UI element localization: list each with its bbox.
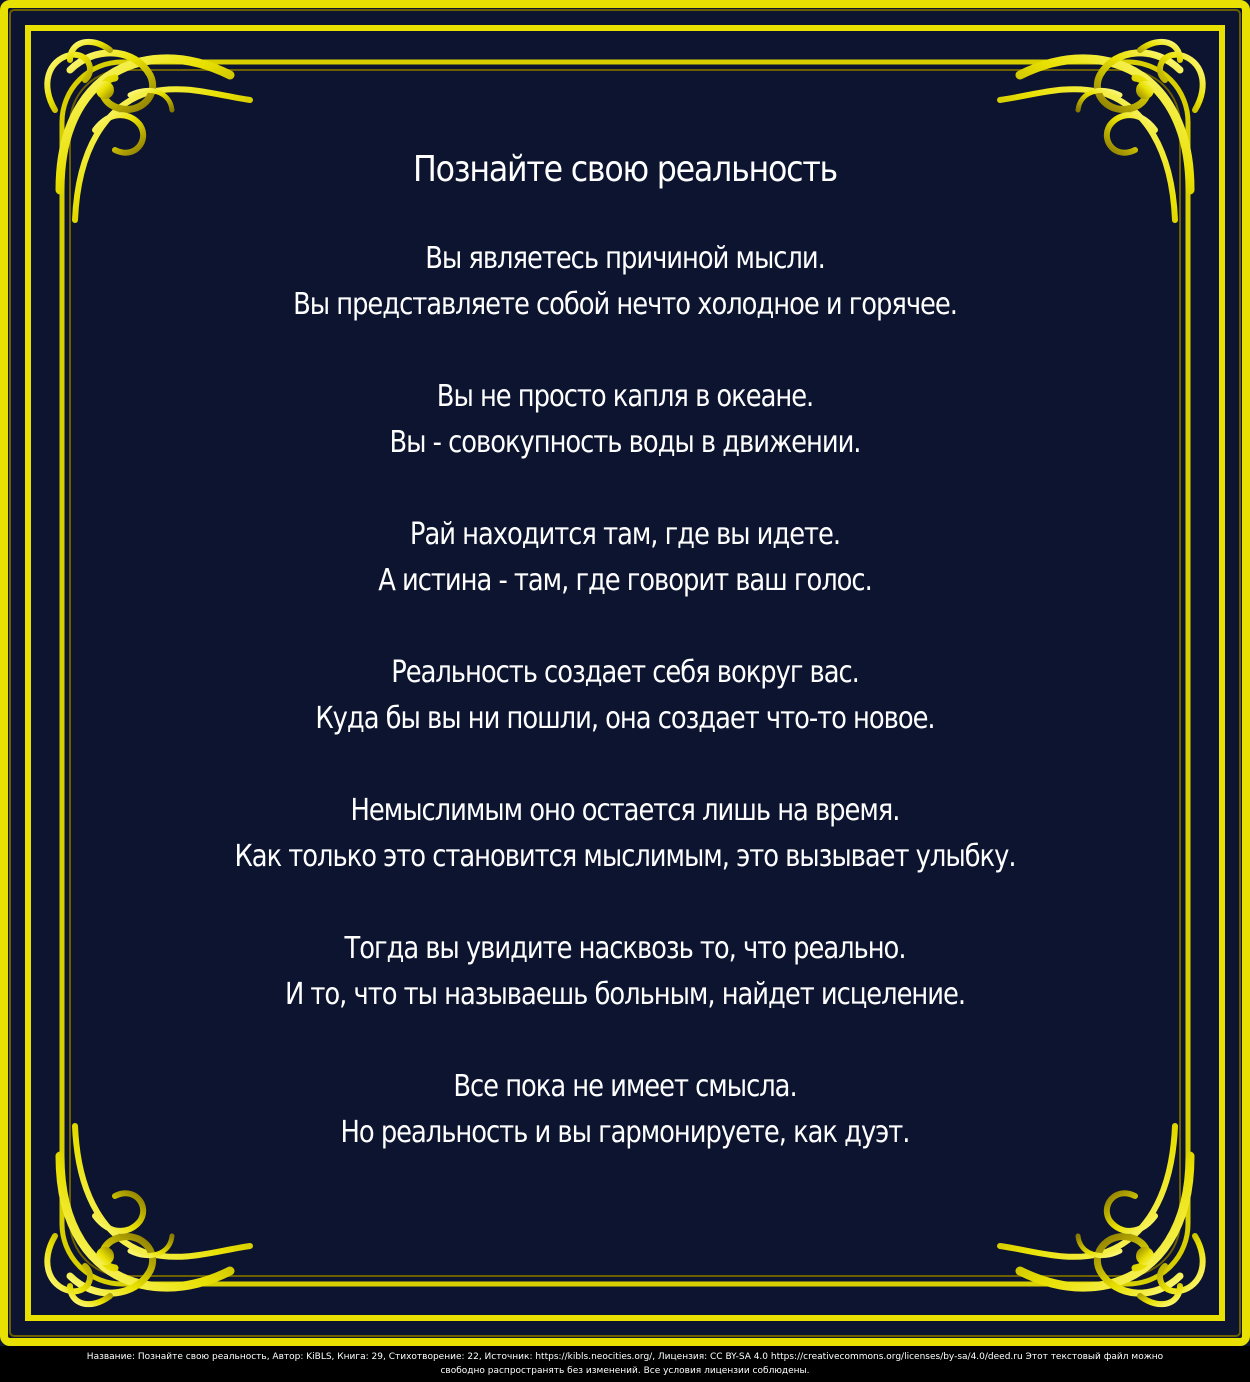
poem-line: И то, что ты называешь больным, найдет исцеление. [284, 977, 966, 1012]
poem-line: Вы - совокупность воды в движении. [389, 425, 861, 460]
poem-line: Как только это становится мыслимым, это вызывает улыбку. [234, 839, 1016, 874]
poem-line: Но реальность и вы гармонируете, как дуэт. [340, 1115, 910, 1150]
poem-line: Тогда вы увидите насквозь то, что реально. [344, 931, 906, 966]
poem-line: Вы не просто капля в океане. [436, 379, 814, 414]
license-line: свободно распространять без изменений. Все условия лицензии соблюдены. [440, 1366, 810, 1376]
stanza [140, 650, 1110, 742]
poem-line: Немыслимым оно остается лишь на время. [350, 793, 900, 828]
stanza [140, 236, 1110, 328]
poem-line: Рай находится там, где вы идете. [409, 517, 841, 552]
stanza [140, 926, 1110, 1018]
poem-title: Познайте свою реальность [413, 149, 837, 190]
poem-line: Все пока не имеет смысла. [453, 1069, 797, 1104]
poem-line: А истина - там, где говорит ваш голос. [378, 563, 872, 598]
license-line: Название: Познайте свою реальность, Автор: KiBLS, Книга: 29, Стихотворение: 22, Источник: https://kibls.neocities.org/, Лицензия: CC BY-SA 4.0 https://creativecommons.org/licenses/by-sa/4.0/deed.ru Этот текстовый файл можно [86, 1352, 1164, 1362]
poem [140, 140, 1110, 1202]
stanza [140, 1064, 1110, 1156]
poem-line: Вы являетесь причиной мысли. [425, 241, 825, 276]
poem-line: Вы представляете собой нечто холодное и горячее. [293, 287, 957, 322]
poem-line: Куда бы вы ни пошли, она создает что-то новое. [315, 701, 935, 736]
poem-line: Реальность создает себя вокруг вас. [391, 655, 859, 690]
stanza [140, 512, 1110, 604]
stanza [140, 788, 1110, 880]
stanza [140, 374, 1110, 466]
license-footer [0, 1350, 1250, 1378]
